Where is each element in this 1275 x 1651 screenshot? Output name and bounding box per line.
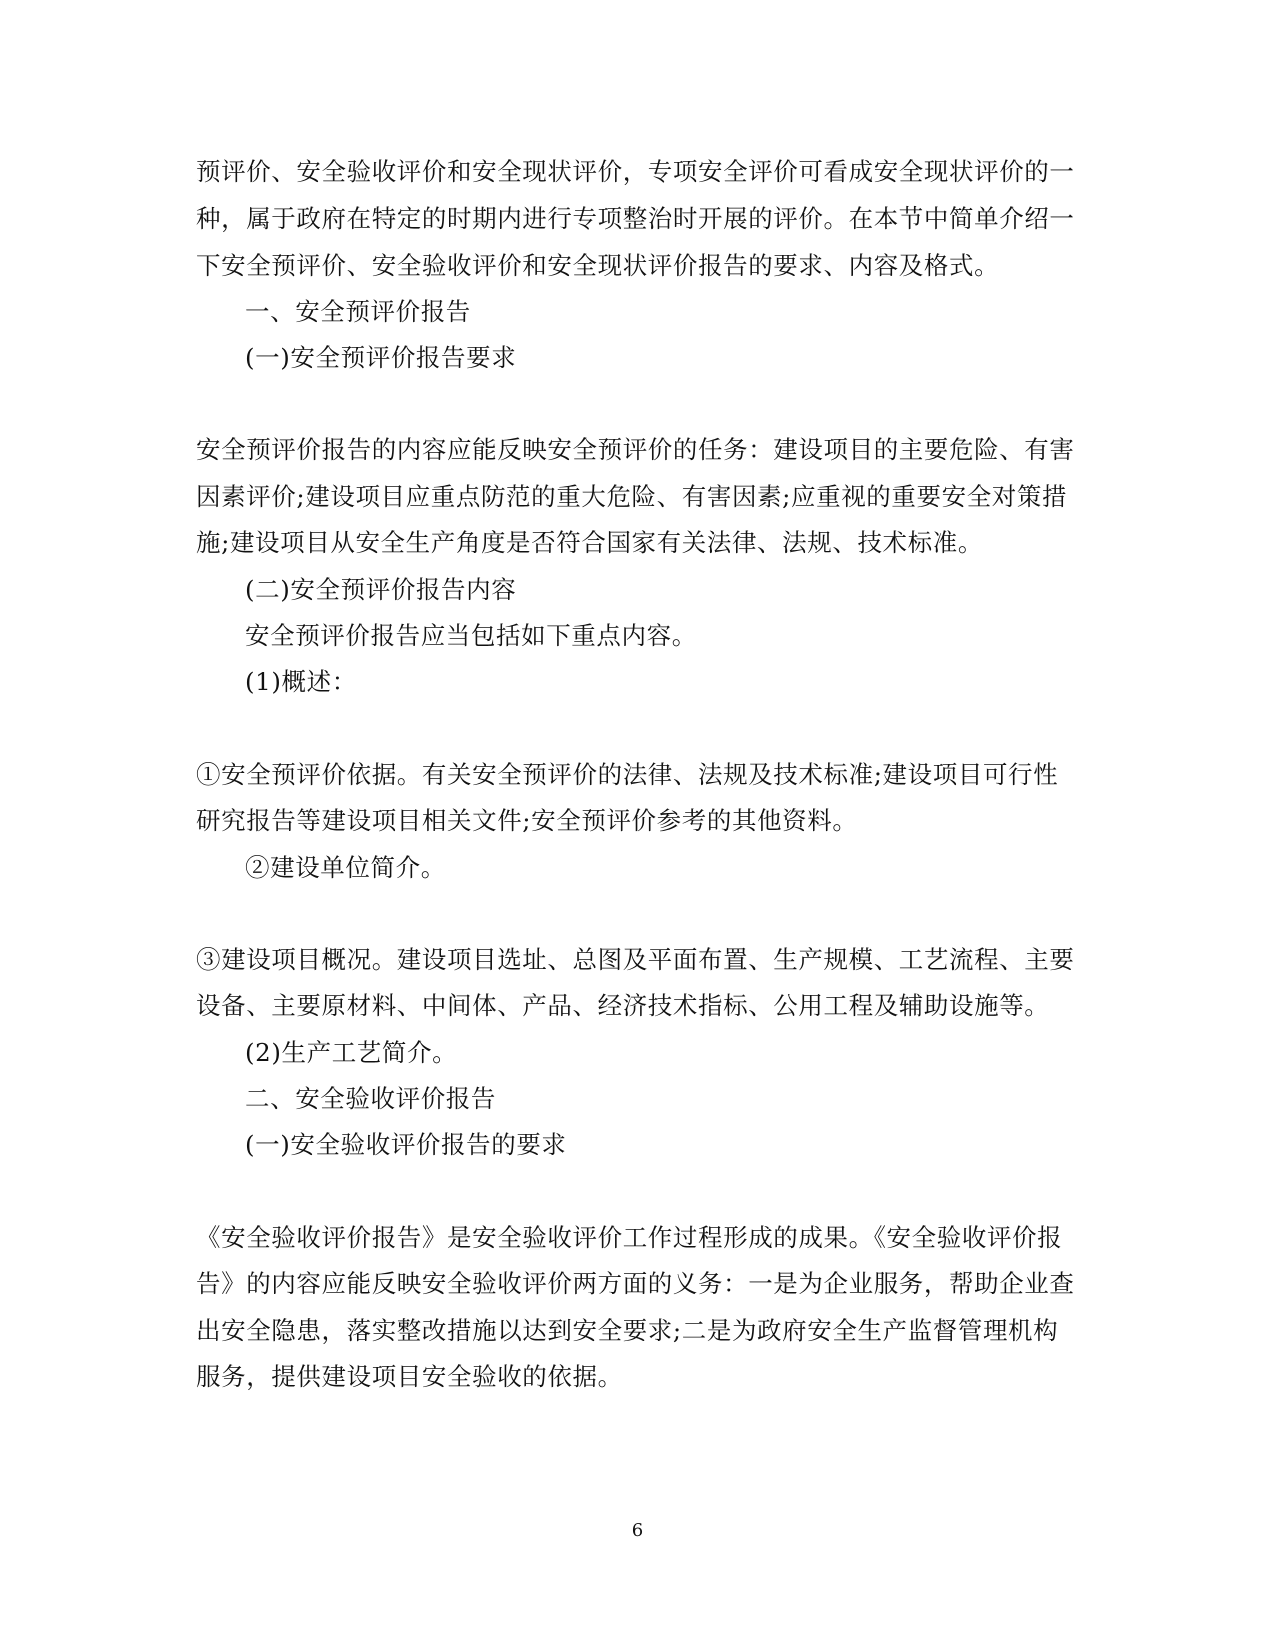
list-heading: (1)概述： xyxy=(245,667,357,696)
body-line: 告》的内容应能反映安全验收评价两方面的义务：一是为企业服务，帮助企业查 xyxy=(196,1269,1075,1298)
list-item: ②建设单位简介。 xyxy=(245,853,446,882)
body-line: 下安全预评价、安全验收评价和安全现状评价报告的要求、内容及格式。 xyxy=(196,251,1000,280)
body-line: 《安全验收评价报告》是安全验收评价工作过程形成的成果。《安全验收评价报 xyxy=(196,1223,1063,1252)
body-line: 预评价、安全验收评价和安全现状评价，专项安全评价可看成安全现状评价的一 xyxy=(196,157,1075,186)
list-item: ①安全预评价依据。有关安全预评价的法律、法规及技术标准;建设项目可行性 xyxy=(196,760,1059,789)
subsection-heading: (一)安全验收评价报告的要求 xyxy=(245,1130,567,1159)
section-heading: 一、安全预评价报告 xyxy=(245,297,471,326)
subsection-heading: (二)安全预评价报告内容 xyxy=(245,575,517,604)
body-line: 服务，提供建设项目安全验收的依据。 xyxy=(196,1362,623,1391)
body-line: 种，属于政府在特定的时期内进行专项整治时开展的评价。在本节中简单介绍一 xyxy=(196,204,1075,233)
list-item: 设备、主要原材料、中间体、产品、经济技术指标、公用工程及辅助设施等。 xyxy=(196,991,1050,1020)
list-item: ③建设项目概况。建设项目选址、总图及平面布置、生产规模、工艺流程、主要 xyxy=(196,945,1075,974)
section-heading: 二、安全验收评价报告 xyxy=(245,1084,496,1113)
body-line: 施;建设项目从安全生产角度是否符合国家有关法律、法规、技术标准。 xyxy=(196,528,983,557)
list-item: 研究报告等建设项目相关文件;安全预评价参考的其他资料。 xyxy=(196,806,858,835)
body-line: 安全预评价报告应当包括如下重点内容。 xyxy=(245,621,697,650)
page-number: 6 xyxy=(631,1520,644,1541)
body-line: 安全预评价报告的内容应能反映安全预评价的任务：建设项目的主要危险、有害 xyxy=(196,435,1075,464)
body-line: 出安全隐患，落实整改措施以达到安全要求;二是为政府安全生产监督管理机构 xyxy=(196,1316,1059,1345)
subsection-heading: (一)安全预评价报告要求 xyxy=(245,343,517,372)
list-heading: (2)生产工艺简介。 xyxy=(245,1038,458,1067)
body-line: 因素评价;建设项目应重点防范的重大危险、有害因素;应重视的重要安全对策措 xyxy=(196,482,1068,511)
